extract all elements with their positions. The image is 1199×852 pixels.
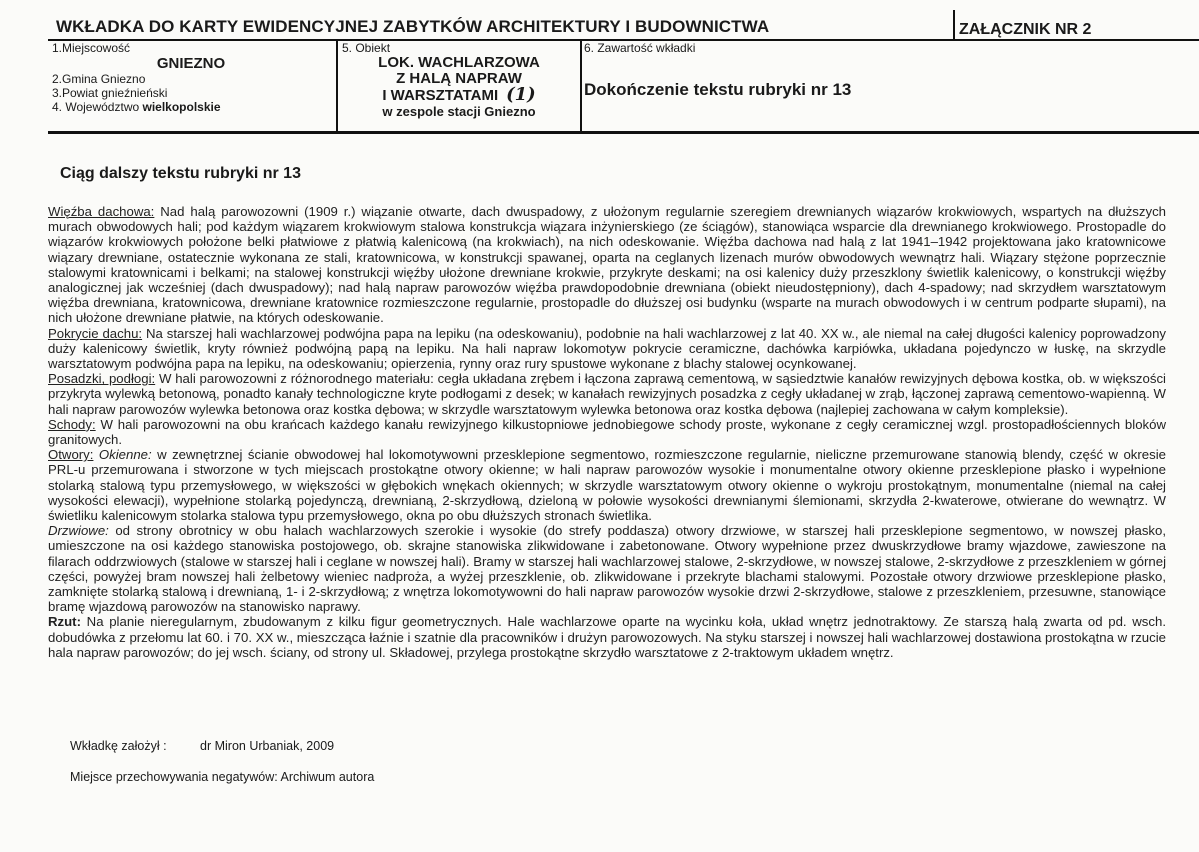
paragraph-otwory [48,447,1166,523]
schody-label: Schody: [48,416,96,432]
pokrycie-label: Pokrycie dachu: [48,325,143,341]
paragraph-drzwiowe [48,523,1166,614]
annex-label: ZAŁĄCZNIK NR 2 [953,10,1091,40]
object-line2: Z HALĄ NAPRAW [396,70,522,87]
object-line1: LOK. WACHLARZOWA [378,54,540,71]
powiat-label: 3.Powiat [52,86,99,100]
location-cell [48,41,334,131]
content-cell [580,41,1199,131]
posadzki-label: Posadzki, podłogi: [48,371,156,387]
document-title: WKŁADKA DO KARTY EWIDENCYJNEJ ZABYTKÓW ARCHITEKTURY I BUDOWNICTWA [56,17,770,36]
object-line4: w zespole stacji Gniezno [382,104,536,119]
content-label: 6. Zawartość wkładki [584,41,696,55]
paragraph-posadzki [48,371,1166,417]
object-line3 [338,84,580,105]
author-value: dr Miron Urbaniak, 2009 [200,739,335,753]
negatives-location: Miejsce przechowywania negatywów: Archiwum autora [70,770,375,784]
wojewodztwo [48,100,334,114]
wiezba-label: Więźba dachowa: [48,204,155,219]
schody-text: W hali parowozowni na obu krańcach każdego kanału rewizyjnego kilkustopniowe jednobiegowe schody proste, wykonane z cegły ceramicznej wzgl. prostopadłościennych bloków granitowych. [48,416,1166,448]
gmina-label: 2.Gmina [52,72,98,86]
location-label: 1.Miejscowość [52,41,131,55]
document-body [48,204,1166,660]
okienne-text: w zewnętrznej ścianie obwodowej hal lokomotywowni przesklepione segmentowo, rozmieszczone regularnie, nieliczne przemurowane stanowią blendy, część w okresie PRL-u przemurowana i stworzone w tych miejscach prostokątne otwory okienne; w hali napraw parowozów wysokie i monumentalne otwory okienne przesklepione płasko i wypełnione stolarką stalową typu przemysłowego, w większości w głębokich wnękach okiennych; w skrzydle warsztatowym otwory okienne o wykroju prostokątnym, monumentalne (niemal na całej wysokości elewacji), wypełnione stolarką pojedynczą, drewnianą, 2-skrzydłową, dzieloną w połowie wysokości drewnianymi ślemionami, skrzydła 2-kwaterowe, otwierane do wewnątrz. W świetliku kalenicowym stolarka stalowa typu przemysłowego, okna po obu dłuższych stronach świetlika. [48,447,1166,524]
location-value: GNIEZNO [156,55,226,72]
posadzki-text: W hali parowozowni z różnorodnego materiału: cegła układana zrębem i łączona zaprawą cementową, w sąsiedztwie kanałów rewizyjnych dębowa kostka, ob. w większości przykryta wylewką betonową, ponadto kanały technologiczne kryte podłogami z desek; w kanałach rewizyjnych posadzka z cegły układanej w zrąb, łączonej zaprawą cementowo-wapienną. W hali napraw parowozów wylewka betonowa oraz kostka dębowa; w skrzydle warsztatowym wylewka betonowa oraz kostka dębowa (najlepiej zachowana w całym kompleksie). [48,371,1166,417]
powiat-value: gnieźnieński [101,86,168,100]
paragraph-wiezba [48,204,1166,326]
gmina [48,72,334,86]
woj-label: 4. Województwo [52,100,140,114]
section-title: Ciąg dalszy tekstu rubryki nr 13 [60,165,301,182]
woj-value: wielkopolskie [142,100,221,114]
paragraph-pokrycie [48,326,1166,372]
pokrycie-text: Na starszej hali wachlarzowej podwójna papa na lepiku (na odeskowaniu), podobnie na hali wachlarzowej z lat 40. XX w., ale niemal na całej długości kalenicy poprowadzony duży kalenicowy świetlik, kryty również podwójną papą na lepiku. Na hali napraw lokomotyw pokrycie ceramiczne, dachówka karpiówka, układana pojedynczo w łuskę, na skrzydle warsztatowym podwójna papa na lepiku, na odeskowaniu; opierzenia, rynny oraz rury spustowe wykonane z blachy stalowej ocynkowanej. [48,325,1166,372]
object-line3-text: I WARSZTATAMI [382,87,499,104]
object-label: 5. Obiekt [342,41,391,55]
object-cell [336,41,582,131]
otwory-label: Otwory: [48,447,94,463]
paragraph-rzut [48,614,1166,660]
gmina-value: Gniezno [100,72,146,86]
wiezba-text: Nad halą parowozowni (1909 r.) wiązanie otwarte, dach dwuspadowy, z ułożonym regularnie szeregiem drewnianych wiązarów krokwiowych, wspartych na dłuższych murach obwodowych hali; pod każdym wiązarem krokwiowym stalowa konstrukcja wiązara inżynierskiego (ze ściągów), stanowiąca wsparcie dla drewnianego krokwiowego. Prostopadle do wiązarów krokwiowych położone belki płatwiowe z płatwią kalenicową (na krokwiach), na nich odeskowanie. Więźba dachowa nad halą z lat 1941–1942 projektowana jako kratownicowe wiązary drewniane, ostatecznie wykonana ze stali, kratownicowa, w konstrukcji spawanej, oparta na ceglanych lizenach murów obwodowych wewnątrz hali. Wiązary stężone poprzecznie stalowymi kratownicami i belkami; na stalowej konstrukcji więźby ułożone drewniane krokwie, przykryte deskami; na osi kalenicy duży przeszklony świetlik kalenicowy, o konstrukcji więźby analogicznej jak wcześniej (dach dwuspadowy); nad halą napraw parowozów więźba prawdopodobnie drewniana (obiekt nieudostępniony), dach 4-spadowy; nad skrzydłem warsztatowym więźba drewniana, kratownicowa, drewniane kratownice rozmieszczone regularnie, prostopadle do dłuższej osi budynku (wsparte na murach obwodowych i w centrum podparte słupami), na nich ułożone drewniane płatwie, na których odeskowanie. [48,204,1167,326]
object-number: (1) [506,84,536,105]
okienne-label: Okienne: [98,447,152,463]
rzut-text: Na planie nieregularnym, zbudowanym z kilku figur geometrycznych. Hale wachlarzowe oparte na wycinku koła, układ wnętrz jednotraktowy. Ze starszą halą zwarta od pd. wsch. dobudówka z przełomu lat 60. i 70. XX w., mieszcząca łaźnie i szatnie dla pracowników i drużyn parowozowych. Na styku starszej i nowszej hali wachlarzowej dostawiona prostokątna w rzucie hala napraw parowozów; do jej wsch. ściany, od strony ul. Składowej, przylega prostokątne skrzydło warsztatowe z 2-traktowym układem wnętrz. [48,614,1166,660]
content-value: Dokończenie tekstu rubryki nr 13 [584,80,852,99]
powiat [48,86,334,100]
divider [48,131,1199,134]
drzwiowe-text: od strony obrotnicy w obu halach wachlarzowych szerokie i wysokie (do strefy poddasza) otwory drzwiowe, w starszej hali przesklepione segmentowo, w nowszej płasko, umieszczone na osi każdego stanowiska postojowego, ob. skrajne stanowiska zlikwidowane i zabetonowane. Otwory wypełnione przez dwuskrzydłowe bramy wjazdowe, zawieszone na filarach oddrzwiowych (stalowe w starszej hali i ceglane w nowszej hali). Bramy w starszej hali wachlarzowej stalowe, 2-skrzydłowe, w nowszej stalowe, 2-skrzydłowe z przeszkleniem w górnej części, powyżej bram nowszej hali żelbetowy wieniec nadproża, a wyżej przeszklenie, ob. zlikwidowane i przekryte blachami stalowymi. Pozostałe otwory drzwiowe przesklepione płasko, zamknięte stolarką stalową i drewnianą, 1- i 2-skrzydłową; z wnętrza lokomotywowni do hali napraw parowozów wysokie drzwi 2-skrzydłowe, stalowe z przeszkleniem, przesuwne, stanowiące bramę wjazdową parowozów na stanowisko naprawy. [48,523,1166,615]
author-label: Wkładkę założył : [70,739,167,753]
drzwiowe-label: Drzwiowe: [48,523,109,539]
paragraph-schody [48,417,1166,447]
rzut-label: Rzut: [48,614,81,630]
